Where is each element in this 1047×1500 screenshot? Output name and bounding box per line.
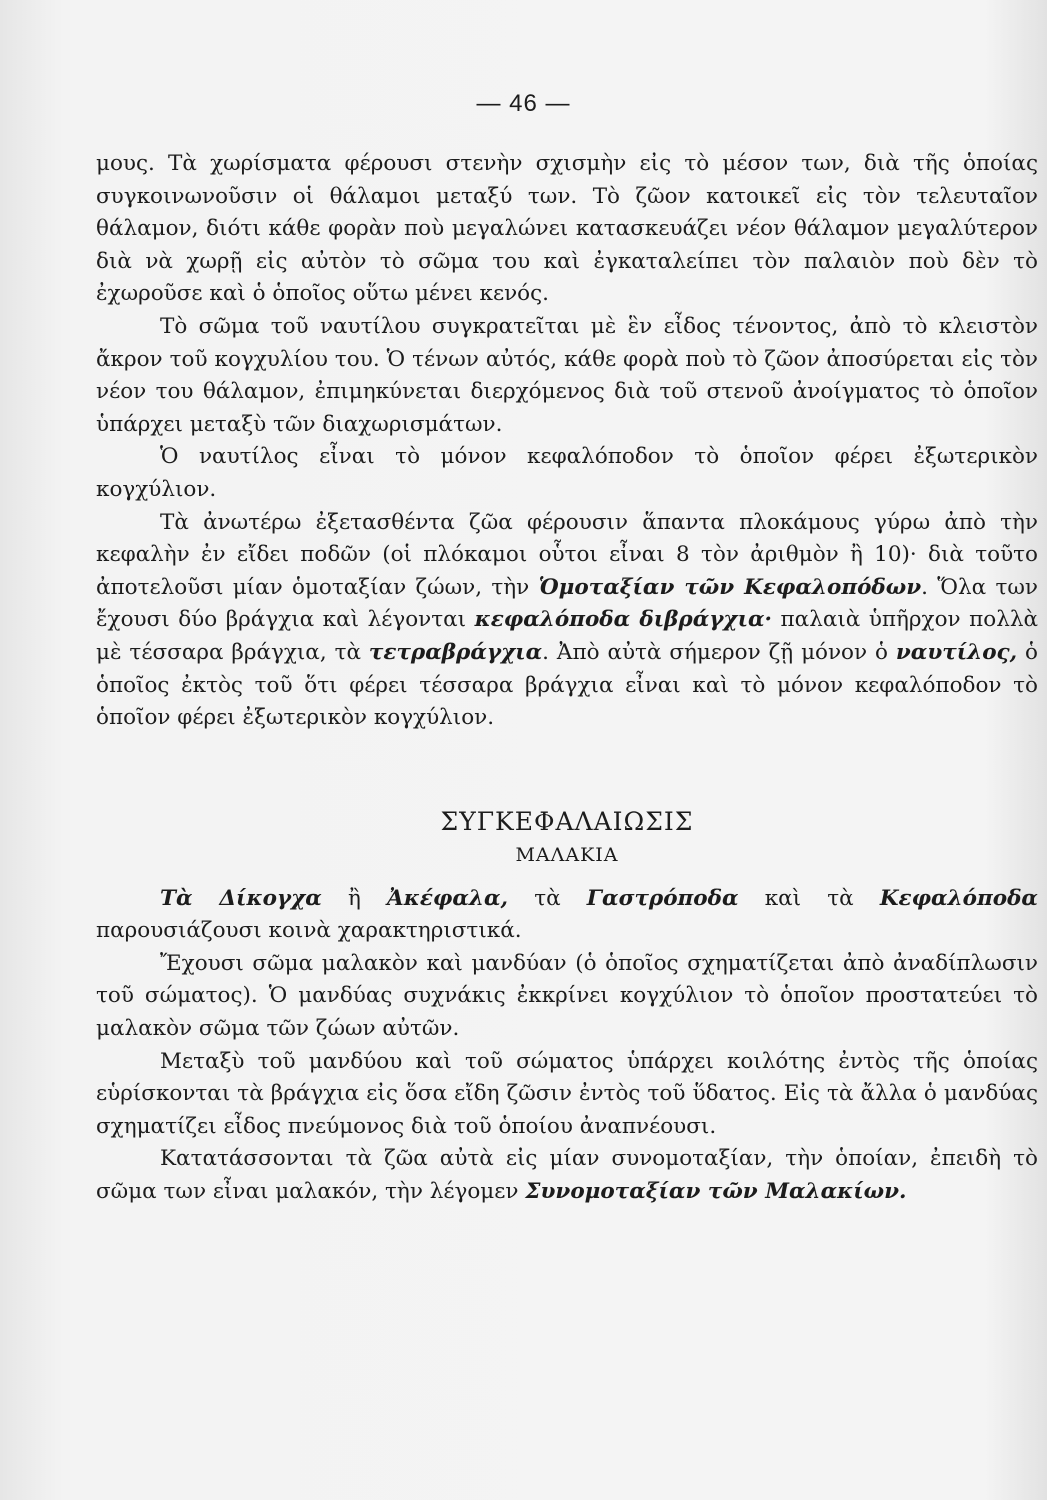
text-run: . Ἀπὸ αὐτὰ σήμερον ζῇ μόνον ὁ	[542, 639, 896, 665]
text-run: μους. Τὰ χωρίσματα φέρουσι στενὴν σχισμὴν εἰς τὸ μέσον των, διὰ τῆς ὁποίας συγκοινωνοῦσιν οἱ θάλαμοι μεταξύ των. Τὸ ζῶον κατοικεῖ εἰς τὸν τελευταῖον θάλαμον, διότι κάθε φορὰν ποὺ μεγαλώνει κατασκευάζει νέον θάλαμον μεγαλύτερον διὰ νὰ χωρῇ εἰς αὐτὸν τὸ σῶμα του καὶ ἐγκαταλείπει τὸν παλαιὸν ποὺ δὲν τὸ ἐχωροῦσε καὶ ὁ ὁποῖος οὕτω μένει κενός.	[96, 151, 1038, 307]
emphasized-term: Τὰ Δίκογχα	[160, 885, 322, 911]
emphasized-term: κεφαλόποδα διβράγχια·	[474, 607, 773, 633]
paragraph	[96, 311, 1038, 441]
paragraphs-top	[96, 148, 1038, 735]
emphasized-term: ναυτίλος,	[895, 639, 1018, 665]
summary-heading	[96, 805, 1038, 871]
paragraph	[96, 1143, 1038, 1208]
emphasized-term: Κεφαλόποδα	[879, 885, 1038, 911]
text-run: ἢ	[321, 885, 388, 911]
text-run: . Ὅλα των ἔχουσι δύο βράγχια καὶ λέγονται	[96, 574, 1038, 633]
section-subtitle: ΜΑΛΑΚΙΑ	[515, 843, 619, 866]
text-run: Κατατάσσονται τὰ ζῶα αὐτὰ εἰς μίαν συνομοταξίαν, τὴν ὁποίαν, ἐπειδὴ τὸ σῶμα των εἶναι μαλακόν, τὴν λέγομεν	[96, 1146, 1038, 1205]
text-run: Ἔχουσι σῶμα μαλακὸν καὶ μανδύαν (ὁ ὁποῖος σχηματίζεται ἀπὸ ἀναδίπλωσιν τοῦ σώματος). Ὁ μανδύας συχνάκις ἐκκρίνει κογχύλιον τὸ ὁποῖον προστατεύει τὸ μαλακὸν σῶμα τῶν ζώων αὐτῶν.	[96, 950, 1038, 1042]
paragraph	[96, 507, 1038, 735]
paragraph	[96, 948, 1038, 1046]
text-run: τὰ	[508, 885, 587, 911]
text-run: Τὰ ἀνωτέρω ἐξετασθέντα ζῶα φέρουσιν ἅπαντα πλοκάμους γύρω ἀπὸ τὴν κεφαλὴν ἐν εἴδει ποδῶν (οἱ πλόκαμοι οὗτοι εἶναι 8 τὸν ἀριθμὸν ἢ 10)· διὰ τοῦτο ἀποτελοῦσι μίαν ὁμοταξίαν ζώων, τὴν	[96, 509, 1038, 600]
text-run: Μεταξὺ τοῦ μανδύου καὶ τοῦ σώματος ὑπάρχει κοιλότης ἐντὸς τῆς ὁποίας εὑρίσκονται τὰ βράγχια εἰς ὅσα εἴδη ζῶσιν ἐντὸς τοῦ ὕδατος. Εἰς τὰ ἄλλα ὁ μανδύας σχηματίζει εἶδος πνεύμονος διὰ τοῦ ὁποίου ἀναπνέουσι.	[96, 1048, 1038, 1139]
paragraph	[96, 441, 1038, 506]
emphasized-term: Γαστρόποδα	[586, 885, 739, 911]
emphasized-term: Συνομοταξίαν τῶν Μαλακίων.	[525, 1179, 907, 1205]
paragraphs-bottom	[96, 883, 1038, 1209]
text-run: παλαιὰ ὑπῆρχον πολλὰ μὲ τέσσαρα βράγχια, τὰ	[96, 607, 1038, 665]
emphasized-term: Ὁμοταξίαν τῶν Κεφαλοπόδων	[538, 574, 922, 600]
text-run: παρουσιάζουσι κοινὰ χαρακτηριστικά.	[96, 918, 522, 944]
text-run: ὁ ὁποῖος ἐκτὸς τοῦ ὅτι φέρει τέσσαρα βράγχια εἶναι καὶ τὸ μόνον κεφαλόποδον τὸ ὁποῖον φέρει ἐξωτερικὸν κογχύλιον.	[96, 639, 1038, 731]
text-run: Τὸ σῶμα τοῦ ναυτίλου συγκρατεῖται μὲ ἓν εἶδος τένοντος, ἀπὸ τὸ κλειστὸν ἄκρον τοῦ κογχυλίου του. Ὁ τένων αὐτός, κάθε φορὰ ποὺ τὸ ζῶον ἀποσύρεται εἰς τὸν νέον του θάλαμον, ἐπιμηκύνεται διερχόμενος διὰ τοῦ στενοῦ ἀνοίγματος τὸ ὁποῖον ὑπάρχει μεταξὺ τῶν διαχωρισμάτων.	[96, 313, 1038, 437]
paragraph	[96, 1046, 1038, 1144]
page-body	[96, 148, 1038, 1209]
emphasized-term: τετραβράγχια	[368, 639, 543, 665]
section-title: ΣΥΓΚΕΦΑΛΑΙΩΣΙΣ	[440, 806, 694, 836]
paragraph	[96, 148, 1038, 311]
emphasized-term: Ἀκέφαλα,	[387, 885, 509, 911]
text-run: Ὁ ναυτίλος εἶναι τὸ μόνον κεφαλόποδον τὸ ὁποῖον φέρει ἐξωτερικὸν κογχύλιον.	[96, 444, 1038, 502]
paragraph	[96, 883, 1038, 948]
page-number: — 46 —	[476, 90, 571, 117]
text-run: καὶ τὰ	[738, 885, 880, 911]
